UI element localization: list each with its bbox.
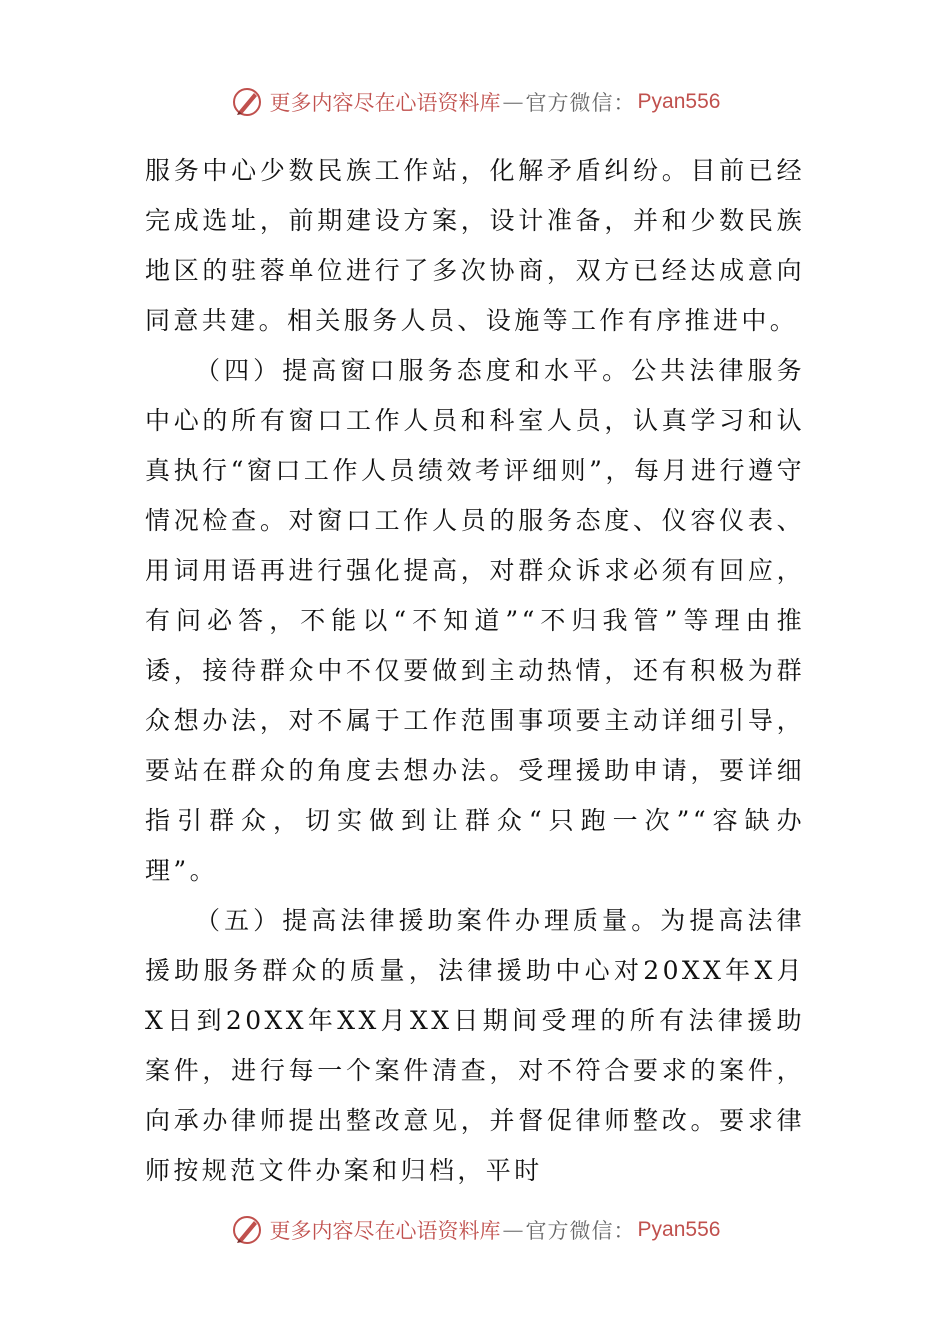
document-body: [145, 146, 805, 1196]
banner-site-name: 更多内容尽在心语资料库: [269, 1219, 501, 1243]
pen-logo-icon: [230, 1213, 264, 1247]
footer-banner: [0, 1208, 950, 1252]
paragraph-section-four: （四）提高窗口服务态度和水平。公共法律服务中心的所有窗口工作人员和科室人员，认真学习和认真执行“窗口工作人员绩效考评细则”，每月进行遵守情况检查。对窗口工作人员的服务态度、仪容仪表、用词用语再进行强化提高，对群众诉求必须有回应，有问必答，不能以“不知道”“不归我管”等理由推诿，接待群众中不仅要做到主动热情，还有积极为群众想办法，对不属于工作范围事项要主动详细引导，要站在群众的角度去想办法。受理援助申请，要详细指引群众，切实做到让群众“只跑一次”“容缺办理”。: [145, 356, 805, 885]
header-banner: [0, 80, 950, 124]
banner-text: [270, 87, 721, 117]
banner-text: [270, 1215, 721, 1245]
banner-wechat-id: Pyan556: [637, 1218, 721, 1241]
banner-dash: —: [502, 90, 524, 114]
banner-wechat-label: 官方微信：: [525, 1219, 636, 1243]
banner-wechat-label: 官方微信：: [525, 91, 636, 115]
banner-wechat-id: Pyan556: [637, 90, 721, 113]
paragraph-continuation: 服务中心少数民族工作站，化解矛盾纠纷。目前已经完成选址，前期建设方案，设计准备，并和少数民族地区的驻蓉单位进行了多次协商，双方已经达成意向同意共建。相关服务人员、设施等工作有序推进中。: [145, 156, 805, 335]
paragraph-section-five: （五）提高法律援助案件办理质量。为提高法律援助服务群众的质量，法律援助中心对20XX年X月X日到20XX年XX月XX日期间受理的所有法律援助案件，进行每一个案件清查，对不符合要求的案件，向承办律师提出整改意见，并督促律师整改。要求律师按规范文件办案和归档，平时: [145, 906, 805, 1185]
banner-site-name: 更多内容尽在心语资料库: [269, 91, 501, 115]
pen-logo-icon: [230, 85, 264, 119]
banner-dash: —: [502, 1218, 524, 1242]
